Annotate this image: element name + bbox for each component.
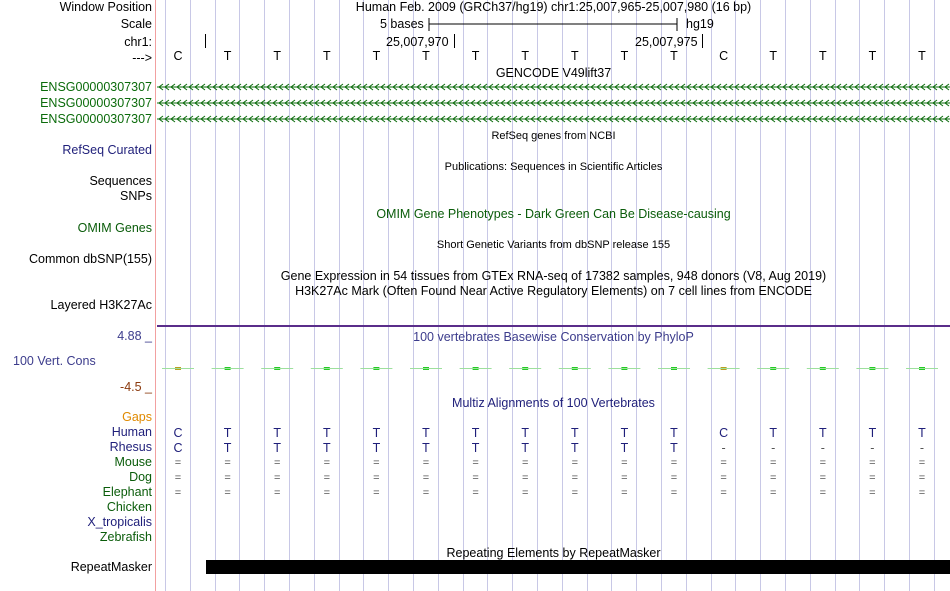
species-base: T (322, 441, 331, 455)
gencode-track-title: GENCODE V49lift37 (495, 66, 612, 80)
species-label[interactable]: Rhesus (109, 440, 152, 454)
species-base: = (869, 472, 876, 484)
gencode-transcript (157, 116, 950, 122)
phylop-min-value: -4.5 _ (120, 380, 152, 394)
chrom-label: chr1: (124, 35, 152, 49)
species-base: T (570, 426, 579, 440)
species-base: = (621, 472, 628, 484)
species-base: = (769, 457, 777, 469)
reference-base: T (372, 49, 381, 63)
reference-base: T (918, 49, 926, 63)
omim-track-title: OMIM Gene Phenotypes - Dark Green Can Be Disease-causing (376, 207, 731, 221)
gencode-transcript (157, 100, 950, 106)
species-base: T (471, 426, 480, 440)
species-base: T (868, 426, 877, 440)
species-base: = (769, 472, 777, 484)
species-base: = (224, 487, 231, 499)
reference-base: T (471, 49, 480, 63)
h3k27ac-track-title: H3K27Ac Mark (Often Found Near Active Regulatory Elements) on 7 cell lines from ENCODE (295, 284, 812, 298)
dbsnp-track-label[interactable]: Common dbSNP(155) (29, 252, 152, 266)
reference-base: T (223, 49, 232, 63)
species-base: T (422, 426, 430, 440)
dbsnp-track-title: Short Genetic Variants from dbSNP release 155 (436, 239, 671, 251)
species-base: = (373, 457, 380, 469)
h3k27ac-signal-baseline (157, 325, 950, 327)
refseq-track-title: RefSeq genes from NCBI (491, 130, 616, 142)
species-base: = (670, 487, 678, 499)
window-position-label: Window Position (59, 0, 152, 14)
scale-text: 5 bases (380, 17, 424, 31)
reference-base: T (273, 49, 281, 63)
species-base: = (819, 457, 827, 469)
scale-bar (428, 17, 683, 32)
species-base: = (422, 487, 430, 499)
reference-base: T (769, 49, 777, 63)
species-base: = (521, 457, 529, 469)
species-base: = (273, 472, 281, 484)
reference-base: T (620, 49, 629, 63)
species-base: = (819, 487, 827, 499)
species-base: = (621, 487, 628, 499)
species-base: T (570, 441, 579, 455)
species-base: T (670, 441, 678, 455)
species-label[interactable]: Zebrafish (99, 530, 152, 544)
species-base: = (373, 472, 380, 484)
coord-tick-1-mark (454, 34, 455, 48)
reference-base: T (868, 49, 877, 63)
gencode-item-label[interactable]: ENSG00000307307 (40, 80, 152, 94)
window-position-value: Human Feb. 2009 (GRCh37/hg19) chr1:25,007,965-25,007,980 (16 bp) (355, 0, 752, 14)
sequences-track-label[interactable]: Sequences (89, 174, 152, 188)
publications-track-title: Publications: Sequences in Scientific Articles (444, 161, 663, 173)
species-base: T (670, 426, 678, 440)
species-base: = (323, 472, 331, 484)
gtex-track-title: Gene Expression in 54 tissues from GTEx RNA-seq of 17382 samples, 948 donors (V8, Aug 2019) (280, 269, 827, 283)
phylop-track-title: 100 vertebrates Basewise Conservation by PhyloP (413, 330, 694, 344)
scale-label: Scale (120, 17, 152, 31)
species-base: - (771, 441, 776, 455)
species-base: = (472, 472, 479, 484)
species-base: T (422, 441, 430, 455)
species-base: = (869, 457, 876, 469)
gencode-item-label[interactable]: ENSG00000307307 (40, 112, 152, 126)
species-base: = (323, 487, 331, 499)
species-base: = (472, 487, 479, 499)
species-base: = (918, 472, 926, 484)
repeatmasker-track-title: Repeating Elements by RepeatMasker (446, 546, 661, 560)
scale-assembly: hg19 (686, 17, 714, 31)
species-base: = (521, 487, 529, 499)
species-base: = (174, 487, 182, 499)
repeatmasker-element-bar[interactable] (206, 560, 950, 574)
gencode-item-label[interactable]: ENSG00000307307 (40, 96, 152, 110)
species-base: = (174, 472, 182, 484)
species-base: T (918, 426, 926, 440)
species-base: T (372, 441, 381, 455)
species-base: T (223, 426, 232, 440)
species-base: = (422, 457, 430, 469)
species-base: = (273, 487, 281, 499)
species-base: T (273, 426, 281, 440)
species-base: = (670, 457, 678, 469)
species-base: - (919, 441, 925, 455)
species-label[interactable]: Chicken (106, 500, 152, 514)
species-base: = (521, 472, 529, 484)
species-base: T (372, 426, 381, 440)
coord-tick-2: 25,007,975 (635, 35, 698, 49)
species-base: = (720, 472, 727, 484)
coord-tick-2-mark (702, 34, 703, 48)
multiz-track-title: Multiz Alignments of 100 Vertebrates (452, 396, 655, 410)
species-base: T (521, 441, 529, 455)
species-base: = (720, 457, 727, 469)
species-base: = (571, 472, 579, 484)
species-base: = (224, 457, 231, 469)
species-base: C (173, 441, 183, 455)
repeatmasker-track-label[interactable]: RepeatMasker (70, 560, 152, 574)
species-label[interactable]: Elephant (102, 485, 152, 499)
species-base: T (620, 426, 629, 440)
phylop-signal (157, 360, 950, 378)
reference-base: T (570, 49, 579, 63)
reference-base: T (521, 49, 529, 63)
species-label[interactable]: Dog (129, 470, 152, 484)
species-base: = (869, 487, 876, 499)
species-base: = (422, 472, 430, 484)
species-base: = (571, 457, 579, 469)
gencode-transcript (157, 84, 950, 90)
species-base: = (720, 487, 727, 499)
species-base: = (273, 457, 281, 469)
species-label[interactable]: Human (111, 425, 152, 439)
snps-track-label[interactable]: SNPs (120, 189, 152, 203)
species-base: = (769, 487, 777, 499)
chrom-tick-start (205, 34, 206, 48)
phylop-track-label[interactable]: 100 Vert. Cons (13, 354, 96, 368)
species-base: = (224, 472, 231, 484)
species-base: = (918, 487, 926, 499)
species-label[interactable]: Mouse (114, 455, 152, 469)
species-base: T (521, 426, 529, 440)
reference-base: T (322, 49, 331, 63)
h3k27ac-track-label[interactable]: Layered H3K27Ac (50, 298, 152, 312)
refseq-track-label[interactable]: RefSeq Curated (62, 143, 152, 157)
strand-label: ---> (132, 51, 152, 65)
species-base: C (173, 426, 183, 440)
species-base: - (820, 441, 825, 455)
reference-base: T (670, 49, 678, 63)
reference-base: T (818, 49, 827, 63)
species-base: T (223, 441, 232, 455)
species-base: = (621, 457, 628, 469)
gaps-label[interactable]: Gaps (122, 410, 152, 424)
species-base: T (273, 441, 281, 455)
species-base: = (918, 457, 926, 469)
reference-base: C (719, 49, 729, 63)
gencode-gene-features[interactable] (157, 80, 950, 128)
species-base: T (818, 426, 827, 440)
reference-base: T (422, 49, 430, 63)
species-base: T (471, 441, 480, 455)
species-base: = (670, 472, 678, 484)
species-base: = (571, 487, 579, 499)
species-base: - (870, 441, 875, 455)
species-base: T (769, 426, 777, 440)
omim-track-label[interactable]: OMIM Genes (77, 221, 152, 235)
species-base: = (323, 457, 331, 469)
species-base: = (819, 472, 827, 484)
reference-base: C (173, 49, 183, 63)
species-base: = (472, 457, 479, 469)
species-base: = (373, 487, 380, 499)
species-base: - (721, 441, 726, 455)
phylop-max-value: 4.88 _ (117, 329, 152, 343)
species-base: C (719, 426, 729, 440)
coord-tick-1: 25,007,970 (386, 35, 449, 49)
species-base: = (174, 457, 182, 469)
species-base: T (322, 426, 331, 440)
species-base: T (620, 441, 629, 455)
species-label[interactable]: X_tropicalis (87, 515, 152, 529)
